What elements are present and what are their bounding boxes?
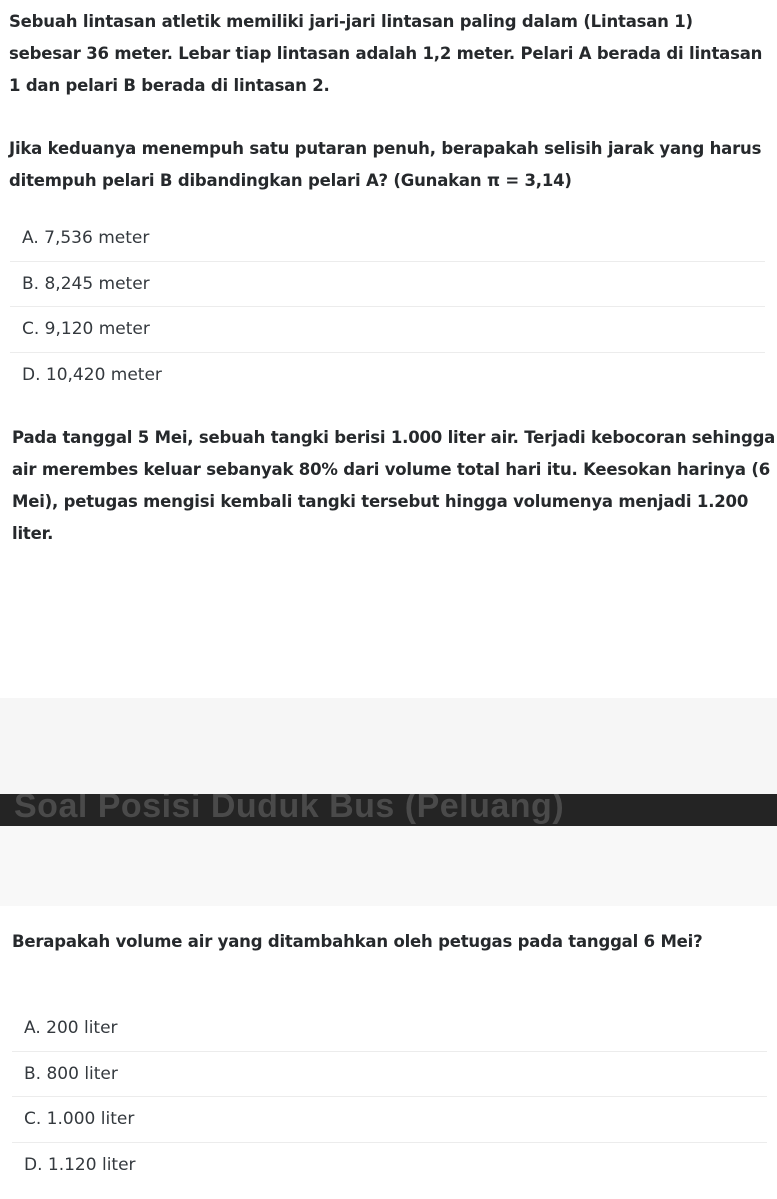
question-2-card <box>0 410 777 700</box>
question-2-stem: Pada tanggal 5 Mei, sebuah tangki berisi 1.000 liter air. Terjadi kebocoran sehingga air merembes keluar sebanyak 80% dari volume total hari itu. Keesokan harinya (6 Mei), petugas mengisi kembali tangki tersebut hingga volumenya menjadi 1.200 liter. <box>12 428 776 543</box>
option-a[interactable]: A. 200 liter <box>12 1006 767 1052</box>
option-d[interactable]: D. 10,420 meter <box>22 365 162 386</box>
section-spacer-bottom <box>0 826 777 906</box>
question-1-prompt: Jika keduanya menempuh satu putaran penuh, berapakah selisih jarak yang harus ditempuh pelari B dibandingkan pelari A? (Gunakan π = 3,14) <box>9 139 762 190</box>
option-c[interactable]: C. 1.000 liter <box>12 1097 767 1143</box>
option-b[interactable]: B. 8,245 meter <box>10 262 765 308</box>
question-1-card <box>0 0 777 400</box>
question-1-options <box>10 216 765 398</box>
option-a[interactable]: A. 7,536 meter <box>10 216 765 262</box>
question-3-options <box>12 1006 767 1188</box>
option-b[interactable]: B. 800 liter <box>12 1052 767 1098</box>
question-3-prompt: Berapakah volume air yang ditambahkan oleh petugas pada tanggal 6 Mei? <box>12 932 703 951</box>
section-spacer <box>0 698 777 794</box>
section-title: Soal Posisi Duduk Bus (Peluang) <box>14 794 565 825</box>
option-c[interactable]: C. 9,120 meter <box>10 307 765 353</box>
question-1-stem: Sebuah lintasan atletik memiliki jari-jari lintasan paling dalam (Lintasan 1) sebesar 36 meter. Lebar tiap lintasan adalah 1,2 meter. Pelari A berada di lintasan 1 dan pelari B berada di lintasan 2. <box>9 12 763 95</box>
section-banner <box>0 794 777 826</box>
option-d[interactable]: D. 1.120 liter <box>24 1155 136 1176</box>
